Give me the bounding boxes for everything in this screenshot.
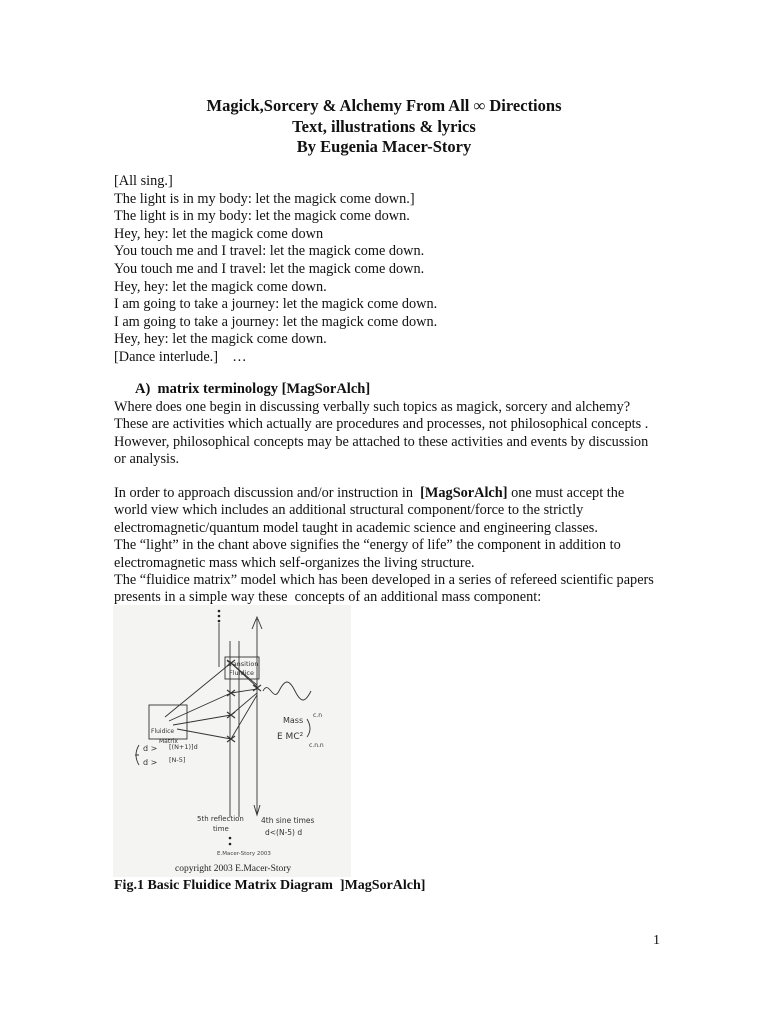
lyric-line: You touch me and I travel: let the magick come down. bbox=[114, 260, 425, 277]
title-line-2: Text, illustrations & lyrics bbox=[292, 116, 476, 136]
sine-label-1: 4th sine times bbox=[261, 816, 315, 825]
fraction-bottom-label: [N-5] bbox=[169, 756, 186, 764]
fluidice-matrix-diagram bbox=[113, 605, 351, 877]
d-top-label: d > bbox=[143, 744, 158, 753]
lyric-line: The light is in my body: let the magick come down.] bbox=[114, 190, 415, 207]
wave-curve bbox=[263, 682, 311, 700]
document-title bbox=[0, 96, 768, 158]
lyric-line: I am going to take a journey: let the magick come down. bbox=[114, 313, 438, 330]
title-line-3: By Eugenia Macer-Story bbox=[296, 137, 472, 156]
mass-label: Mass bbox=[283, 716, 304, 725]
c-n-bottom-label: c.n.n bbox=[309, 742, 324, 749]
paragraph-2-text-after: one must accept the world view which includes an additional structural component/force to the strictly electromagnetic/quantum model taught in academic science and engineering classes. bbox=[114, 485, 625, 536]
reflection-label-2: time bbox=[213, 825, 229, 833]
paragraph-2-text-before: In order to approach discussion and/or instruction in bbox=[114, 485, 421, 501]
matrix-box-label: Matrix bbox=[159, 738, 178, 745]
mass-bracket bbox=[307, 719, 310, 737]
paragraph-1: Where does one begin in discussing verbally such topics as magick, sorcery and alchemy? These are activities which actually are procedures and processes, not philosophical concepts . However, philosophical concepts may be attached to these activities and events by discussion or analysis. bbox=[114, 399, 649, 468]
title-line-1: Magick,Sorcery & Alchemy From All ∞ Directions bbox=[206, 96, 562, 115]
lyric-line: Hey, hey: let the magick come down. bbox=[114, 331, 327, 348]
fluidice-box-label: Fluidice bbox=[151, 728, 175, 735]
reflection-label-1: 5th reflection bbox=[197, 815, 244, 823]
lyric-line: I am going to take a journey: let the magick come down. bbox=[114, 296, 438, 313]
page-number: 1 bbox=[653, 933, 660, 948]
lyric-line: Hey, hey: let the magick come down. bbox=[114, 278, 327, 295]
d-bottom-label: d > bbox=[143, 758, 158, 767]
formula-label: E MC² bbox=[277, 732, 304, 742]
ray-lines bbox=[165, 663, 257, 739]
lyric-line: Hey, hey: let the magick come down bbox=[114, 225, 324, 242]
lyric-line: The light is in my body: let the magick come down. bbox=[114, 208, 410, 225]
lyrics-block bbox=[114, 173, 674, 367]
fraction-top-label: [(N+1)]d bbox=[169, 743, 198, 751]
c-n-label: c.n bbox=[313, 712, 323, 719]
lyric-line: [Dance interlude.] … bbox=[114, 348, 247, 365]
dotted-axis-bottom bbox=[229, 837, 232, 846]
lyric-line: [All sing.] bbox=[114, 173, 173, 189]
transition-label: Transition bbox=[227, 660, 259, 668]
copyright-label: copyright 2003 E.Macer-Story bbox=[175, 864, 292, 874]
sine-label-2: d<(N-5) d bbox=[265, 828, 303, 837]
paragraph-2-bold-term: [MagSorAlch] bbox=[420, 485, 508, 501]
paragraph-2 bbox=[114, 485, 662, 607]
lyric-line: You touch me and I travel: let the magick come down. bbox=[114, 243, 425, 260]
figure-caption: Fig.1 Basic Fluidice Matrix Diagram ]MagSorAlch] bbox=[114, 878, 426, 893]
section-heading: A) matrix terminology [MagSorAlch] bbox=[135, 381, 371, 397]
inequality-brace bbox=[135, 745, 139, 765]
dotted-axis-top bbox=[218, 610, 221, 623]
paragraph-2-line-3: The “fluidice matrix” model which has been developed in a series of refereed scientific papers presents in a simple way these concepts of an additional mass component: bbox=[114, 572, 662, 606]
signature-label: E.Macer-Story 2003 bbox=[217, 851, 271, 857]
fluidice-top-label: Fluidice bbox=[229, 669, 254, 677]
paragraph-2-line-2: The “light” in the chant above signifies the “energy of life” the component in addition to electromagnetic mass which self-organizes the living structure. bbox=[114, 537, 621, 571]
